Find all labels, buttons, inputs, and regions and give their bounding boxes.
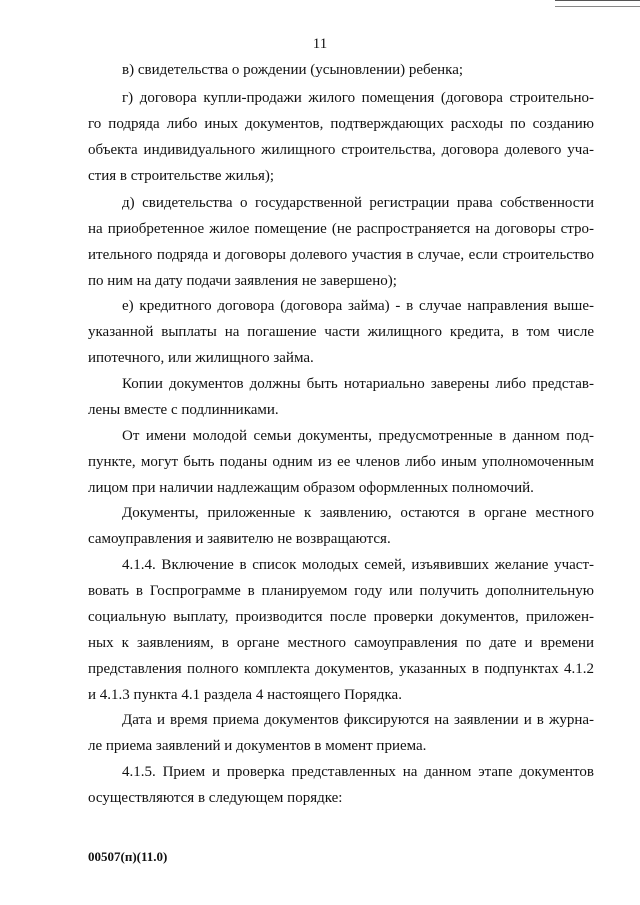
paragraph xyxy=(88,500,594,552)
paragraph-line: ле приема заявлений и документов в момент приема. xyxy=(88,738,427,754)
paragraph-line: указанной выплаты на погашение части жилищного кредита, в том числе xyxy=(88,324,594,340)
paragraph xyxy=(88,190,594,294)
paragraph-line: стия в строительстве жилья); xyxy=(88,168,275,184)
paragraph-line: лицом при наличии надлежащим образом оформленных полномочий. xyxy=(88,480,534,496)
paragraph-line: От имени молодой семьи документы, предусмотренные в данном под- xyxy=(122,428,594,444)
paragraph-line: г) договора купли-продажи жилого помещения (договора строительно- xyxy=(122,90,594,106)
paragraph-line: ипотечного, или жилищного займа. xyxy=(88,350,314,366)
paragraph-line: вовать в Госпрограмме в планируемом году или получить дополнительную xyxy=(88,583,594,599)
paragraph-line: Документы, приложенные к заявлению, остаются в органе местного xyxy=(122,505,594,521)
footer-code: 00507(п)(11.0) xyxy=(88,849,168,864)
corner-scan-mark xyxy=(555,0,640,7)
paragraph-line: ных к заявлениям, в органе местного самоуправления по дате и времени xyxy=(88,635,594,651)
paragraph xyxy=(88,423,594,501)
paragraph-line: ительного подряда и договоры долевого участия в случае, если строительство xyxy=(88,247,594,263)
paragraph-line: 4.1.5. Прием и проверка представленных на данном этапе документов xyxy=(122,764,594,780)
paragraph-line: 4.1.4. Включение в список молодых семей, изъявивших желание участ- xyxy=(122,557,594,573)
paragraph-line: го подряда либо иных документов, подтверждающих расходы по созданию xyxy=(88,116,594,132)
paragraph xyxy=(88,707,594,759)
paragraph-line: Копии документов должны быть нотариально заверены либо представ- xyxy=(122,376,594,392)
paragraph xyxy=(88,552,594,708)
paragraph-line: лены вместе с подлинниками. xyxy=(88,402,279,418)
paragraph-line: е) кредитного договора (договора займа) - в случае направления выше- xyxy=(122,298,594,314)
paragraph-line: и 4.1.3 пункта 4.1 раздела 4 настоящего Порядка. xyxy=(88,687,402,703)
paragraph xyxy=(88,759,594,811)
paragraph-line: д) свидетельства о государственной регистрации права собственности xyxy=(122,195,594,211)
paragraph-line: по ним на дату подачи заявления не завершено); xyxy=(88,273,397,289)
paragraph xyxy=(88,293,594,371)
paragraph-line: объекта индивидуального жилищного строительства, договора долевого уча- xyxy=(88,142,594,158)
paragraph-line: пункте, могут быть поданы одним из ее членов либо иным уполномоченным xyxy=(88,454,594,470)
paragraph-line: в) свидетельства о рождении (усыновлении) ребенка; xyxy=(122,62,464,78)
paragraph-line: на приобретенное жилое помещение (не распространяется на договоры стро- xyxy=(88,221,594,237)
paragraph xyxy=(88,57,594,83)
paragraph-line: социальную выплату, производится после проверки документов, приложен- xyxy=(88,609,594,625)
paragraph-line: самоуправления и заявителю не возвращаются. xyxy=(88,531,391,547)
paragraph xyxy=(88,371,594,423)
paragraph-line: осуществляются в следующем порядке: xyxy=(88,790,343,806)
paragraph xyxy=(88,85,594,189)
paragraph-line: представления полного комплекта документов, указанных в подпунктах 4.1.2 xyxy=(88,661,594,677)
page-number: 11 xyxy=(312,36,328,52)
paragraph-line: Дата и время приема документов фиксируются на заявлении и в журна- xyxy=(122,712,594,728)
